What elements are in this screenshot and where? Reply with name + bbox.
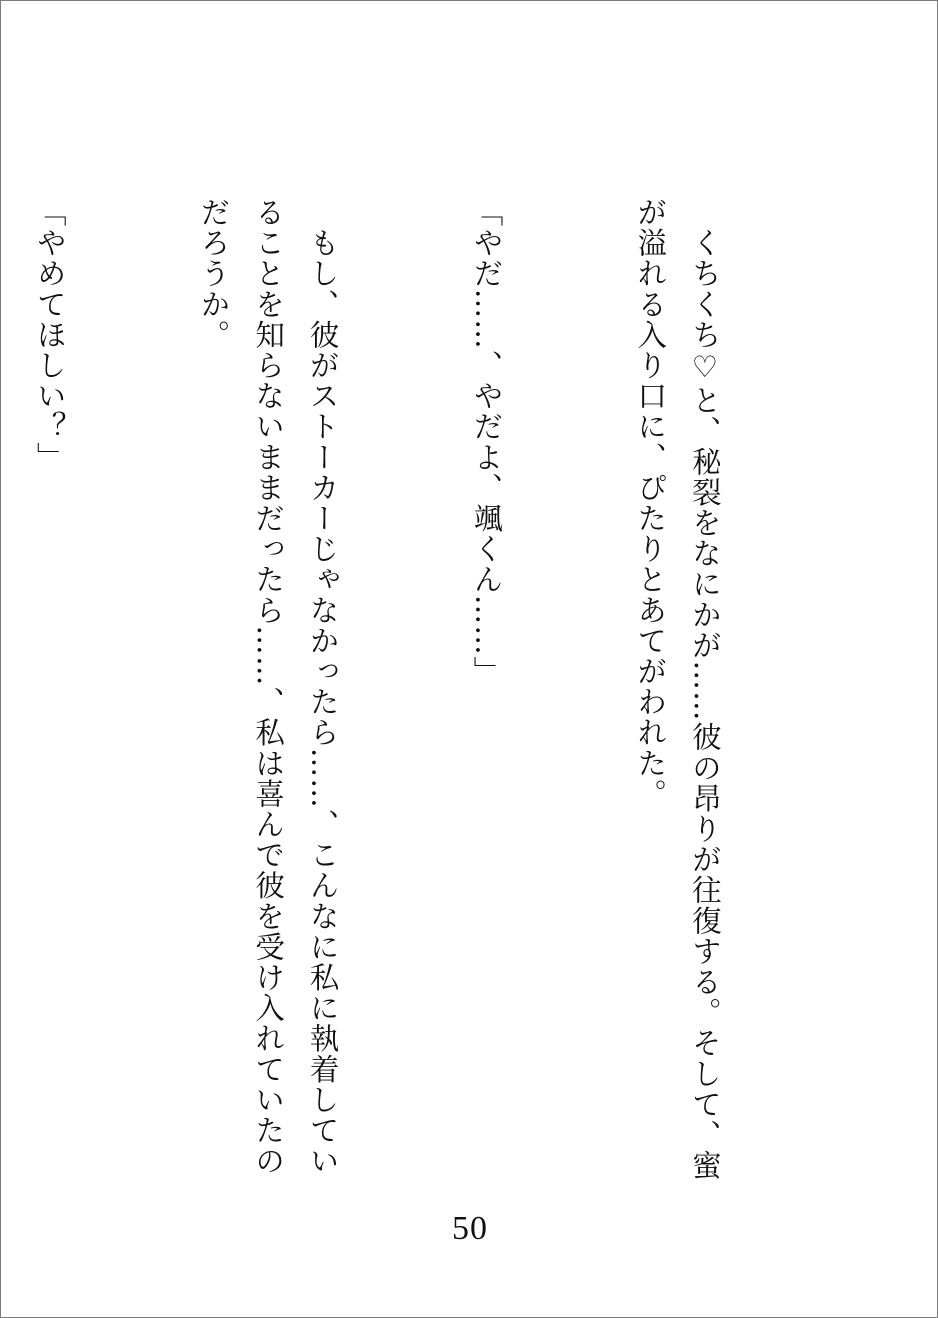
paragraph: 「やだ……、やだよ、颯くん……」	[469, 197, 504, 687]
page-number: 50	[452, 1210, 488, 1247]
paragraph: 「やめてほしい？」	[32, 197, 67, 473]
paragraph: もし、彼がストーカーじゃなかったら……、こんなに私に執着していることを知らないままだったら……、私は喜んで彼を受け入れていたのだろうか。	[196, 197, 340, 1177]
vertical-text-body	[32, 197, 841, 1197]
paragraph: くちくち♡と、秘裂をなにかが……彼の昂りが往復する。そして、蜜が溢れる入り口に、ぴたりとあてがわれた。	[633, 197, 722, 1181]
